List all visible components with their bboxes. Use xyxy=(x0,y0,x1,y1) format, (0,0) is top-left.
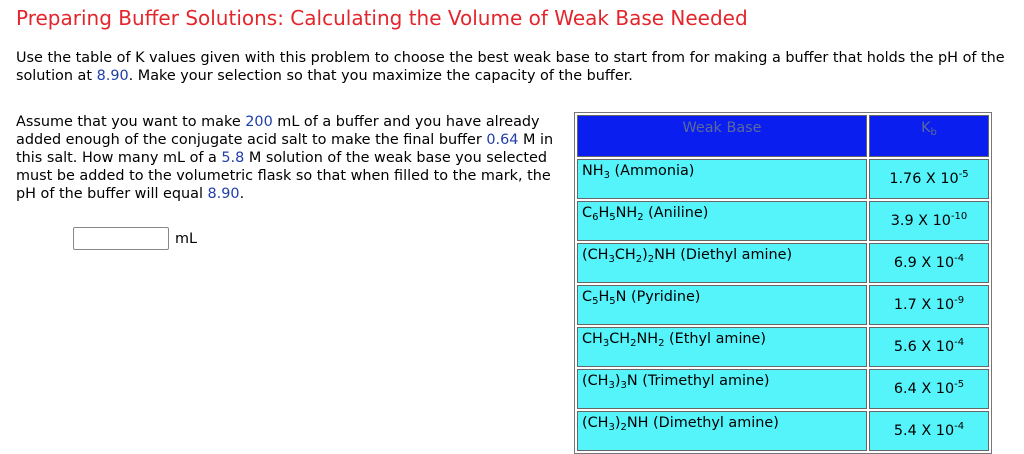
answer-input[interactable] xyxy=(73,227,169,250)
weak-base-table xyxy=(574,112,992,454)
formula-text: N (Trimethyl amine) xyxy=(626,373,770,389)
formula-text: ) xyxy=(614,373,621,389)
kb-mantissa: 6.4 X 10 xyxy=(893,381,955,397)
kb-mantissa: 5.6 X 10 xyxy=(893,339,955,355)
formula-text: NH xyxy=(615,205,638,221)
formula-text: NH (Diethyl amine) xyxy=(654,247,793,263)
formula-text: C xyxy=(582,289,593,305)
question-part: mL of a buffer and you have already added enough of the conjugate acid salt to make the final buffer xyxy=(16,114,540,148)
formula-subscript: 2 xyxy=(630,338,637,349)
formula-text: CH xyxy=(582,331,603,347)
kb-exponent: -4 xyxy=(954,421,965,432)
instructions-text: Use the table of K values given with this problem to choose the best weak base to start from for making a buffer that holds the pH of the solution at xyxy=(16,50,1005,84)
kb-mantissa: 1.7 X 10 xyxy=(893,297,955,313)
formula-subscript: 2 xyxy=(635,254,643,265)
instructions-text-end: . Make your selection so that you maximize the capacity of the buffer. xyxy=(128,68,633,84)
formula-text: H xyxy=(598,289,610,305)
formula-text: (CH xyxy=(582,373,609,389)
formula-subscript: 3 xyxy=(603,170,610,181)
table-row xyxy=(577,201,989,241)
page-title: Preparing Buffer Solutions: Calculating the Volume of Weak Base Needed xyxy=(16,6,748,30)
kb-value-cell xyxy=(869,327,989,367)
formula-subscript: 3 xyxy=(620,380,627,391)
formula-text: (Ethyl amine) xyxy=(664,331,767,347)
formula-subscript: 3 xyxy=(608,254,615,265)
table-row xyxy=(577,285,989,325)
formula-text: ) xyxy=(614,415,621,431)
formula-text: N (Pyridine) xyxy=(615,289,701,305)
kb-exponent: -4 xyxy=(954,337,965,348)
kb-exponent: -9 xyxy=(954,295,965,306)
kb-mantissa: 3.9 X 10 xyxy=(890,213,951,229)
question-part: Assume that you want to make xyxy=(16,114,246,130)
question-part: M in this salt. How many mL of a xyxy=(16,132,554,166)
base-name-cell xyxy=(577,243,867,283)
kb-value-cell xyxy=(869,369,989,409)
instructions xyxy=(16,49,1006,85)
base-name-cell xyxy=(577,411,867,451)
target-ph: 8.90 xyxy=(96,68,129,84)
formula-subscript: 2 xyxy=(647,254,655,265)
table-row xyxy=(577,327,989,367)
base-name-cell xyxy=(577,327,867,367)
formula-text: CH xyxy=(614,247,636,263)
question-ph: 8.90 xyxy=(207,186,240,202)
formula-subscript: 3 xyxy=(608,422,615,433)
formula-subscript: 5 xyxy=(592,296,599,307)
formula-text: CH xyxy=(609,331,631,347)
formula-text: NH xyxy=(636,331,659,347)
formula-text: (Aniline) xyxy=(643,205,709,221)
kb-value-cell xyxy=(869,201,989,241)
kb-value-cell xyxy=(869,159,989,199)
header-kb-letter: K xyxy=(921,120,931,136)
kb-exponent: -4 xyxy=(954,253,965,264)
formula-subscript: 5 xyxy=(609,212,616,223)
formula-text: (CH xyxy=(582,415,609,431)
formula-text: H xyxy=(598,205,610,221)
formula-subscript: 2 xyxy=(620,422,627,433)
buffer-volume: 200 xyxy=(245,114,273,130)
formula-subscript: 2 xyxy=(637,212,644,223)
formula-text: ) xyxy=(642,247,648,263)
table-row xyxy=(577,411,989,451)
salt-concentration: 0.64 xyxy=(486,132,519,148)
kb-value-cell xyxy=(869,285,989,325)
kb-value-cell xyxy=(869,411,989,451)
answer-unit: mL xyxy=(175,230,198,247)
table-row xyxy=(577,159,989,199)
formula-text: NH xyxy=(582,163,604,179)
base-concentration: 5.8 xyxy=(221,150,245,166)
base-name-cell xyxy=(577,201,867,241)
base-name-cell xyxy=(577,285,867,325)
kb-value-cell xyxy=(869,243,989,283)
kb-mantissa: 1.76 X 10 xyxy=(889,171,959,187)
table-row xyxy=(577,243,989,283)
header-weak-base: Weak Base xyxy=(577,115,867,157)
kb-exponent: -5 xyxy=(958,169,969,180)
question-part: . xyxy=(239,186,245,202)
kb-exponent: -10 xyxy=(950,211,968,222)
formula-text: C xyxy=(582,205,593,221)
base-name-cell xyxy=(577,369,867,409)
formula-text: (CH xyxy=(582,247,609,263)
header-kb xyxy=(869,115,989,157)
kb-mantissa: 5.4 X 10 xyxy=(893,423,955,439)
formula-subscript: 2 xyxy=(658,338,665,349)
base-name-cell xyxy=(577,159,867,199)
question-text xyxy=(16,113,556,203)
kb-mantissa: 6.9 X 10 xyxy=(893,255,955,271)
formula-subscript: 3 xyxy=(602,338,610,349)
table-row xyxy=(577,369,989,409)
formula-text: NH (Dimethyl amine) xyxy=(626,415,779,431)
formula-subscript: 6 xyxy=(592,212,599,223)
answer-row xyxy=(73,227,197,250)
formula-text: (Ammonia) xyxy=(609,163,695,179)
header-kb-subscript: b xyxy=(930,127,937,138)
formula-subscript: 5 xyxy=(609,296,616,307)
question-part: M solution of the weak base you selected must be added to the volumetric flask so that when filled to the mark, the pH of the buffer will equal xyxy=(16,150,551,202)
kb-exponent: -5 xyxy=(954,379,965,390)
formula-subscript: 3 xyxy=(608,380,615,391)
table-header-row xyxy=(577,115,989,157)
